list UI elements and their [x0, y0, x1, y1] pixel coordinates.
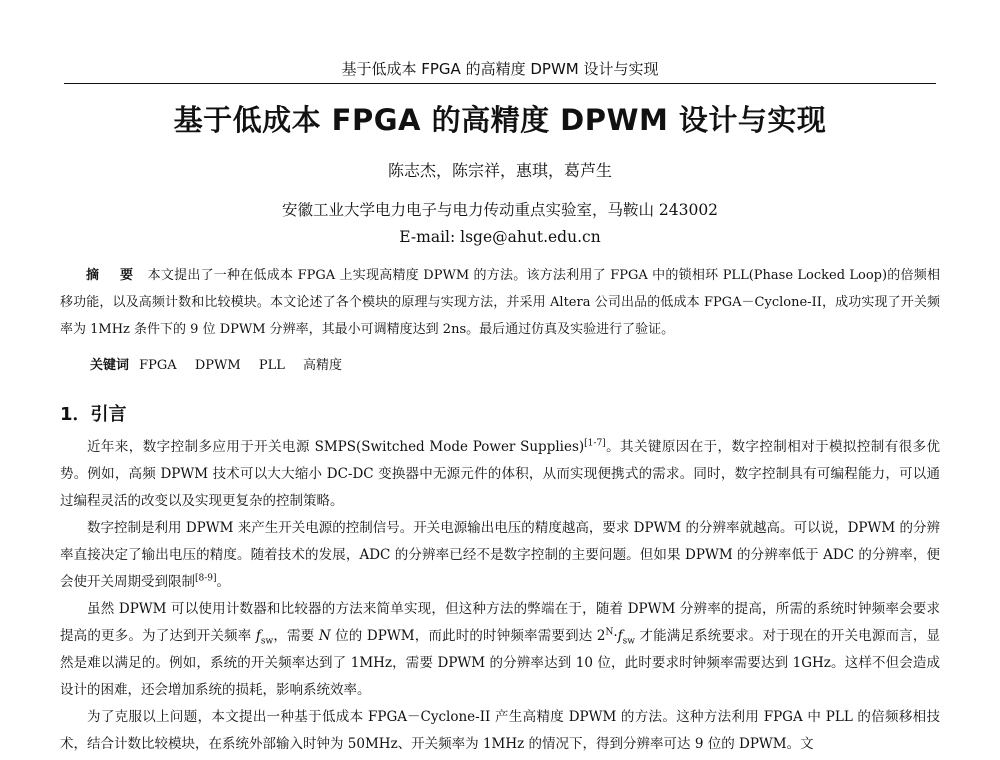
keywords: [90, 354, 356, 373]
section-body: [60, 434, 940, 758]
keyword-item: 高精度: [302, 358, 342, 373]
math-sup: N: [605, 627, 614, 638]
abstract: [60, 262, 940, 343]
keyword-item: PLL: [258, 358, 285, 373]
citation: [1-7]: [584, 438, 606, 449]
math-var: f: [255, 628, 261, 644]
paragraph-4: 为了克服以上问题，本文提出一种基于低成本 FPGA－Cyclone-II 产生高精度 DPWM 的方法。这种方法利用 FPGA 中 PLL 的倍频移相技术，结合计数比较模块，在系统外部输入时钟为 50MHz、开关频率为 1MHz 的情况下，得到分辨率可达 9 位的 DPWM。文: [60, 709, 940, 752]
paper-title: 基于低成本 FPGA 的高精度 DPWM 设计与实现: [173, 103, 827, 137]
paragraph-text: 数字控制是利用 DPWM 来产生开关电源的控制信号。开关电源输出电压的精度越高，要求 DPWM 的分辨率就越高。可以说，DPWM 的分辨率直接决定了输出电压的精度。随着技术的发展，ADC 的分辨率已经不是数字控制的主要问题。但如果 DPWM 的分辨率低于 ADC 的分辨率，便会使开关周期受到限制: [60, 520, 940, 590]
paragraph-text: ，需要: [273, 628, 319, 644]
paragraph-text: 位的 DPWM，而此时的时钟频率需要到达 2: [330, 628, 606, 644]
paragraph-text: 才能满足系统要求。对于现在的开关电源而言，显然是难以满足的。例如，系统的开关频率达到了 1MHz，需要 DPWM 的分辨率达到 10 位，此时要求时钟频率需要达到 1GHz。这样不但会造成设计的困难，还会增加系统的损耗，影响系统效率。: [60, 628, 941, 698]
affiliation: 安徽工业大学电力电子与电力传动重点实验室，马鞍山 243002: [281, 201, 719, 219]
paragraph-1: [60, 434, 940, 515]
paragraph-text: 。其关键原因在于，数字控制相对于模拟控制有很多优势。例如，高频 DPWM 技术可以大大缩小 DC-DC 变换器中无源元件的体积，从而实现便携式的需求。同时，数字控制具有可编程能力，可以通过编程灵活的改变以及实现更复杂的控制策略。: [60, 439, 941, 509]
authors: 陈志杰，陈宗祥，惠琪，葛芦生: [387, 161, 612, 180]
paragraph-2: [60, 515, 940, 596]
math-var: f: [617, 628, 623, 644]
abstract-text: 本文提出了一种在低成本 FPGA 上实现高精度 DPWM 的方法。该方法利用了 FPGA 中的锁相环 PLL(Phase Locked Loop)的倍频相移功能，以及高频计数和比较模块。本文论述了各个模块的原理与实现方法，并采用 Altera 公司出品的低成本 FPGA－Cyclone-II，成功实现了开关频率为 1MHz 条件下的 9 位 DPWM 分辨率，其最小可调精度达到 2ns。最后通过仿真及实验进行了验证。: [60, 268, 941, 337]
keywords-label: 关键词: [90, 358, 130, 373]
paragraph-3: [60, 596, 940, 704]
math-sub: sw: [622, 636, 635, 647]
paragraph-text: 近年来，数字控制多应用于开关电源 SMPS(Switched Mode Power Supplies): [87, 439, 585, 455]
math-var: N: [318, 628, 331, 644]
citation: [8-9]: [195, 573, 217, 584]
paragraph-text: ·: [613, 628, 618, 644]
email: E-mail: lsge@ahut.edu.cn: [399, 228, 601, 246]
math-sub: sw: [260, 636, 274, 647]
section-heading: 1．引言: [60, 404, 127, 425]
running-header: 基于低成本 FPGA 的高精度 DPWM 设计与实现: [64, 58, 936, 84]
paragraph-text: 。: [216, 574, 231, 590]
paragraph-text: 虽然 DPWM 可以使用计数器和比较器的方法来简单实现，但这种方法的弊端在于，随着 DPWM 分辨率的提高，所需的系统时钟频率会要求提高的更多。为了达到开关频率: [60, 601, 940, 644]
keyword-item: FPGA: [139, 358, 177, 373]
keyword-item: DPWM: [194, 358, 241, 373]
abstract-label: 摘 要: [86, 268, 142, 283]
